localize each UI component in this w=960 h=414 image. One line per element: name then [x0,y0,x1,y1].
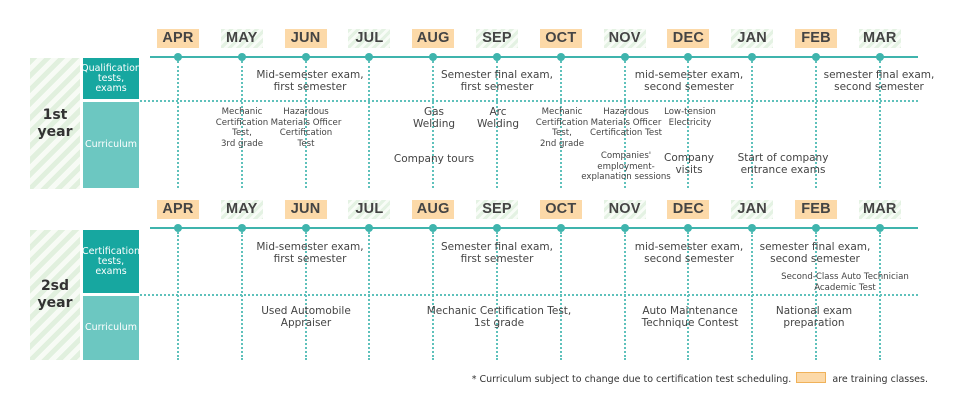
month-feb-y2: FEB [795,200,837,219]
month-aug-y1: AUG [412,29,454,48]
month-feb-y1: FEB [795,29,837,48]
month-oct-y1: OCT [540,29,582,48]
month-dot-jan-y2 [748,224,756,232]
event-arc-welding: Arc Welding [476,106,520,130]
month-dot-mar-y1 [876,53,884,61]
month-nov-y1: NOV [604,29,646,48]
month-dot-apr-y1 [174,53,182,61]
month-dot-jul-y1 [365,53,373,61]
month-may-y2: MAY [221,200,263,219]
month-jan-y1: JAN [731,29,773,48]
month-apr-y2: APR [157,200,199,219]
event-employment-sessions: Companies' employment- explanation sessions [581,151,671,182]
event-mid-semester-exam-y2: Mid-semester exam, first semester [256,241,364,265]
year-label-2nd: 2sd year [30,230,80,360]
month-dot-aug-y2 [429,224,437,232]
event-national-exam-prep: National exam preparation [775,305,853,329]
month-oct-y2: OCT [540,200,582,219]
row-label-curriculum-year2: Curriculum [83,296,139,360]
month-jun-y1: JUN [285,29,327,48]
event-mechanic-2nd-grade: Mechanic Certification Test, 2nd grade [535,107,589,149]
month-aug-y2: AUG [412,200,454,219]
month-jan-y2: JAN [731,200,773,219]
month-dot-mar-y2 [876,224,884,232]
month-dec-y2: DEC [667,200,709,219]
event-mechanic-3rd-grade: Mechanic Certification Test, 3rd grade [215,107,269,149]
month-apr-y1: APR [157,29,199,48]
month-mar-y2: MAR [859,200,901,219]
month-gridline-apr-y1 [177,61,179,188]
month-dot-feb-y2 [812,224,820,232]
month-dot-oct-y2 [557,224,565,232]
month-dot-sep-y2 [493,224,501,232]
month-dot-dec-y2 [684,224,692,232]
month-dot-nov-y2 [621,224,629,232]
month-sep-y1: SEP [476,29,518,48]
footnote [472,372,928,385]
event-final-exam-y1: Semester final exam, first semester [441,69,553,93]
month-dot-may-y1 [238,53,246,61]
month-dot-sep-y1 [493,53,501,61]
month-mar-y1: MAR [859,29,901,48]
month-dot-jun-y1 [302,53,310,61]
row-label-qualification-tests: Qualification tests, exams [83,58,139,99]
month-may-y1: MAY [221,29,263,48]
event-used-auto-appraiser: Used Automobile Appraiser [261,305,351,329]
year-label-1st: 1st year [30,58,80,189]
month-dot-jun-y2 [302,224,310,232]
row-label-certification-tests: Certification tests, exams [83,230,139,293]
month-dot-jul-y2 [365,224,373,232]
event-final-exam-second-y1: semester final exam, second semester [823,69,935,93]
month-sep-y2: SEP [476,200,518,219]
event-auto-maintenance-contest: Auto Maintenance Technique Contest [641,305,739,329]
event-final-exam-y2: Semester final exam, first semester [441,241,553,265]
event-hazmat-cert-1: Hazardous Materials Officer Certification Test [270,107,342,149]
event-mid-semester-exam-y1: Mid-semester exam, first semester [256,69,364,93]
timeline-axis-year1 [150,56,918,58]
month-dot-nov-y1 [621,53,629,61]
event-auto-technician-test: Second-Class Auto Technician Academic Test [781,272,909,293]
month-jun-y2: JUN [285,200,327,219]
event-mid-exam-second-y1: mid-semester exam, second semester [634,69,744,93]
event-mechanic-1st-grade: Mechanic Certification Test, 1st grade [426,305,572,329]
month-dot-may-y2 [238,224,246,232]
training-class-legend-swatch [796,372,826,383]
footnote-text: * Curriculum subject to change due to certification test scheduling. [471,374,792,385]
event-final-exam-second-y2: semester final exam, second semester [759,241,871,265]
event-gas-welding: Gas Welding [412,106,456,130]
month-gridline-apr-y2 [177,232,179,360]
footnote-legend-text: are training classes. [832,374,928,385]
event-company-visits: Company visits [664,152,714,176]
month-dot-apr-y2 [174,224,182,232]
row-divider-year1 [140,100,918,102]
month-dot-feb-y1 [812,53,820,61]
month-nov-y2: NOV [604,200,646,219]
row-divider-year2 [140,294,918,296]
event-company-tours: Company tours [393,153,475,165]
month-jul-y1: JUL [348,29,390,48]
month-jul-y2: JUL [348,200,390,219]
timeline-axis-year2 [150,227,918,229]
month-dec-y1: DEC [667,29,709,48]
row-label-curriculum-year1: Curriculum [83,102,139,188]
event-low-tension-electricity: Low-tension Electricity [664,107,716,128]
month-dot-dec-y1 [684,53,692,61]
month-gridline-mar-y2 [879,232,881,360]
event-mid-exam-second-y2: mid-semester exam, second semester [634,241,744,265]
month-dot-aug-y1 [429,53,437,61]
month-gridline-may-y2 [241,232,243,360]
month-dot-jan-y1 [748,53,756,61]
event-entrance-exams: Start of company entrance exams [737,152,829,176]
month-dot-oct-y1 [557,53,565,61]
event-hazmat-cert-2: Hazardous Materials Officer Certification Test [589,107,663,138]
